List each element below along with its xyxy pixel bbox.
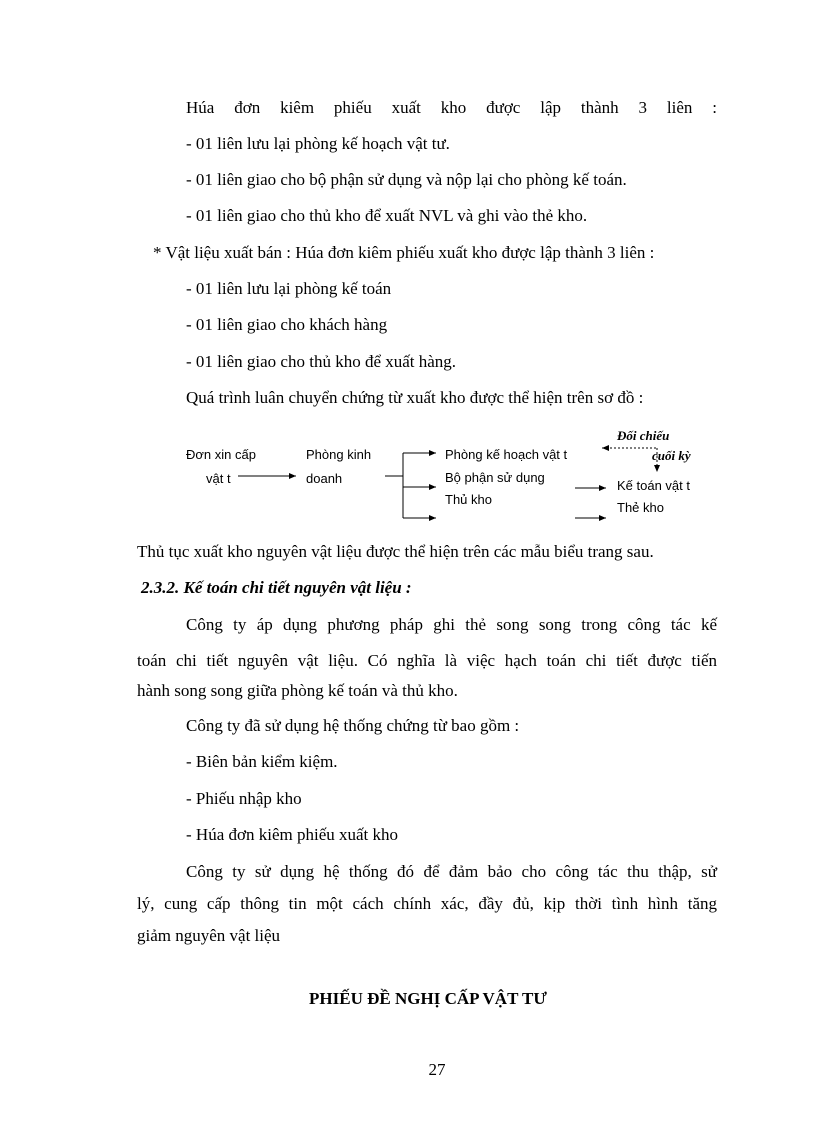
paragraph-doc-system: Công ty đã sử dụng hệ thống chứng từ bao gồm : [186,716,520,735]
list-item: - Húa đơn kiêm phiếu xuất kho [186,825,399,844]
paragraph-line: Công ty sử dụng hệ thống đó để đảm bảo cho công tác thu thập, sử [186,862,717,881]
node-usage: Bộ phận sử dụng [445,470,545,485]
page-number: 27 [428,1060,446,1079]
form-title: PHIẾU ĐỀ NGHỊ CẤP VẬT TƯ [309,989,547,1008]
note-period-end: cuối kỳ [652,448,691,463]
note-compare: Đối chiếu [617,428,670,443]
paragraph-line: giảm nguyên vật liệu [137,926,281,945]
paragraph-line: hành song song giữa phòng kế toán và thủ kho. [137,681,458,700]
paragraph-invoice-copies: Húa đơn kiêm phiếu xuất kho được lập thành 3 liên : [186,98,717,117]
paragraph-line: lý, cung cấp thông tin một cách chính xác, đầy đủ, kịp thời tình hình tăng [137,894,717,913]
list-item: - 01 liên giao cho thủ kho để xuất hàng. [186,352,457,371]
paragraph-sale-materials: * Vật liệu xuất bán : Húa đơn kiêm phiếu xuất kho được lập thành 3 liên : [153,243,655,262]
node-accountant: Kế toán vật t [617,478,690,493]
node-storekeeper: Thủ kho [445,492,492,507]
list-item: - 01 liên giao cho thủ kho để xuất NVL và ghi vào thẻ kho. [186,206,588,225]
document-flow-diagram [0,0,816,560]
list-item: - Phiếu nhập kho [186,789,302,808]
paragraph-diagram-intro: Quá trình luân chuyển chứng từ xuất kho được thể hiện trên sơ đồ : [186,388,644,407]
node-planning: Phòng kế hoạch vật t [445,447,568,462]
paragraph-line: Công ty áp dụng phương pháp ghi thẻ song song trong công tác kế [186,615,717,634]
paragraph-line: toán chi tiết nguyên vật liệu. Có nghĩa là việc hạch toán chi tiết được tiến [137,651,717,670]
list-item: - Biên bản kiểm kiệm. [186,752,338,771]
section-heading: 2.3.2. Kế toán chi tiết nguyên vật liệu : [141,578,412,597]
list-item: - 01 liên lưu lại phòng kế hoạch vật tư. [186,134,450,153]
node-request-line1: Đơn xin cấp [186,447,256,462]
list-item: - 01 liên giao cho khách hàng [186,315,388,334]
node-business-line2: doanh [306,471,343,486]
node-business-line1: Phòng kinh [306,447,372,462]
list-item: - 01 liên lưu lại phòng kế toán [186,279,392,298]
node-request-line2: vật t [206,471,231,486]
list-item: - 01 liên giao cho bộ phận sử dụng và nộp lại cho phòng kế toán. [186,170,627,189]
node-card: Thẻ kho [617,500,664,515]
procedure-line: Thủ tục xuất kho nguyên vật liệu được thể hiện trên các mẫu biểu trang sau. [137,542,654,561]
